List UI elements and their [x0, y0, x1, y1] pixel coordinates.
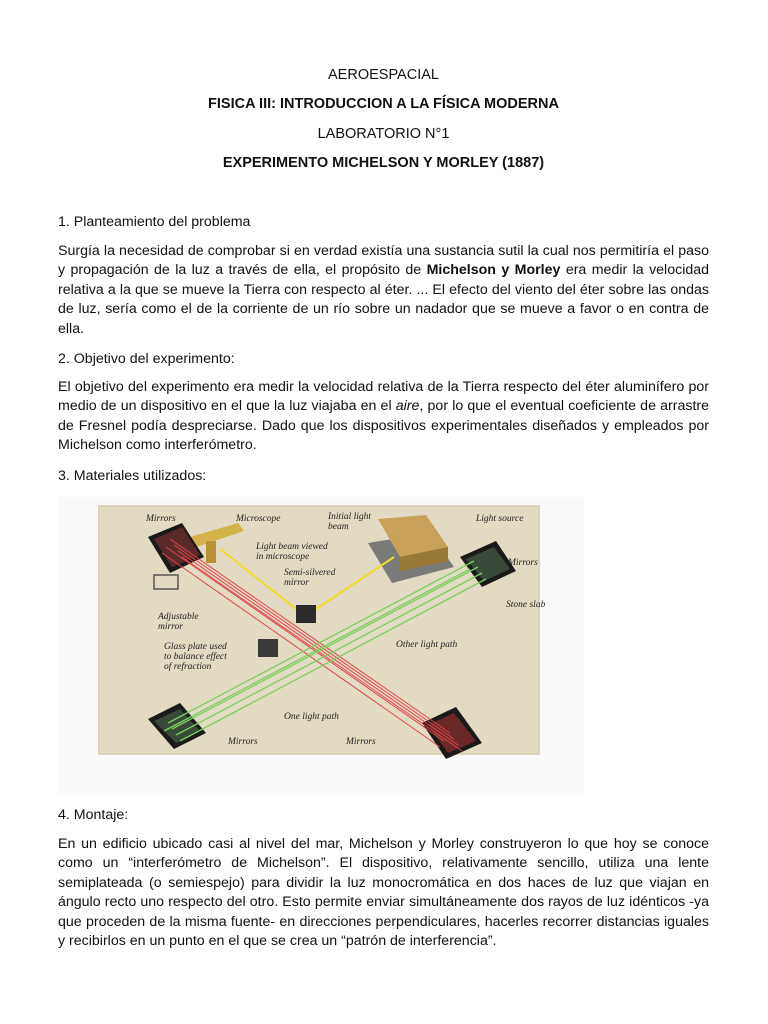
label-one-light-path: One light path — [284, 712, 339, 722]
section4-paragraph: En un edificio ubicado casi al nivel del mar, Michelson y Morley construyeron lo que hoy se conoce como un “interferómetro de Michelson”. El dispositivo, relativamente sencillo, utiliza una lente semiplateada (o semiespejo) para dividir la luz monocromática en dos haces de luz que viajan en ángulo recto uno respecto del otro. Esto permite enviar simultáneamente dos rayos de luz idénticos -ya que proceden de la misma fuente- en direcciones perpendiculares, hacerles recorrer distancias iguales y recibirlos en un punto en el que se crea un “patrón de interferencia”. — [58, 836, 709, 950]
section1-bold: Michelson y Morley — [426, 262, 561, 279]
label-light-beam-viewed: Light beam viewed — [256, 542, 328, 552]
section2-end: , por lo que el eventual coeficiente de arrastre de Fresnel podía despreciarse. Dado que los dispositivos experimentales diseñados y empleados por Michelson como interferómetro. — [58, 398, 710, 454]
section3-heading: 3. Materiales utilizados: — [58, 468, 207, 484]
glass-plate — [258, 639, 278, 657]
label-balance-effect: to balance effect — [164, 652, 227, 662]
label-mirrors-right: Mirrors — [508, 558, 538, 568]
label-light-source: Light source — [476, 514, 524, 524]
section2-heading: 2. Objetivo del experimento: — [58, 351, 235, 367]
section2-start: El objetivo del experimento era medir la velocidad relativa de la Tierra respecto del éter aluminífero por medio de un dispositivo en el que la luz viajaba en el — [58, 379, 709, 415]
label-microscope: Microscope — [236, 514, 281, 524]
section1-heading: 1. Planteamiento del problema — [58, 214, 251, 230]
section1-paragraph — [58, 242, 709, 339]
section1-end: era medir la velocidad relativa a la que se mueve la Tierra con respecto al éter. ... El efecto del viento del éter sobre las ondas de luz, sería como el de la corriente de un río sobre un nadador que se mueve a favor o en contra de ella. — [58, 262, 710, 337]
interferometer-figure — [58, 497, 584, 795]
label-adjustable-mirror: mirror — [158, 622, 183, 632]
label-other-light-path: Other light path — [396, 640, 458, 650]
label-mirrors-bottom-left: Mirrors — [228, 737, 258, 747]
label-adjustable: Adjustable — [158, 612, 199, 622]
label-initial-light: Initial light — [328, 512, 372, 522]
label-refraction: of refraction — [164, 662, 212, 672]
section1-start: Surgía — [58, 243, 100, 259]
course-title: FISICA III: INTRODUCCION A LA FÍSICA MODERNA — [208, 96, 559, 112]
experiment-title: EXPERIMENTO MICHELSON Y MORLEY (1887) — [222, 155, 545, 171]
section1-mid: la necesidad de comprobar si en verdad existía una sustancia sutil la cual nos permitiría el paso y propagación de la luz a través de ella, el propósito de — [58, 243, 709, 279]
label-stone-slab: Stone slab — [506, 600, 546, 610]
label-in-microscope: in microscope — [256, 552, 310, 562]
label-semi-silvered: Semi-silvered — [284, 568, 336, 578]
label-mirrors-bottom-right: Mirrors — [346, 737, 376, 747]
lab-title: LABORATORIO N°1 — [317, 126, 450, 142]
label-semi-mirror: mirror — [284, 578, 309, 588]
label-glass-plate: Glass plate used — [164, 642, 227, 652]
section4-heading: 4. Montaje: — [58, 807, 129, 823]
section2-paragraph — [58, 378, 709, 456]
section2-italic: aire — [395, 398, 420, 415]
semi-silvered-mirror — [296, 605, 316, 623]
label-mirrors-top-left: Mirrors — [146, 514, 176, 524]
label-initial-light-2: beam — [328, 522, 349, 532]
interferometer-diagram — [58, 497, 584, 795]
department-title: AEROESPACIAL — [328, 67, 439, 83]
